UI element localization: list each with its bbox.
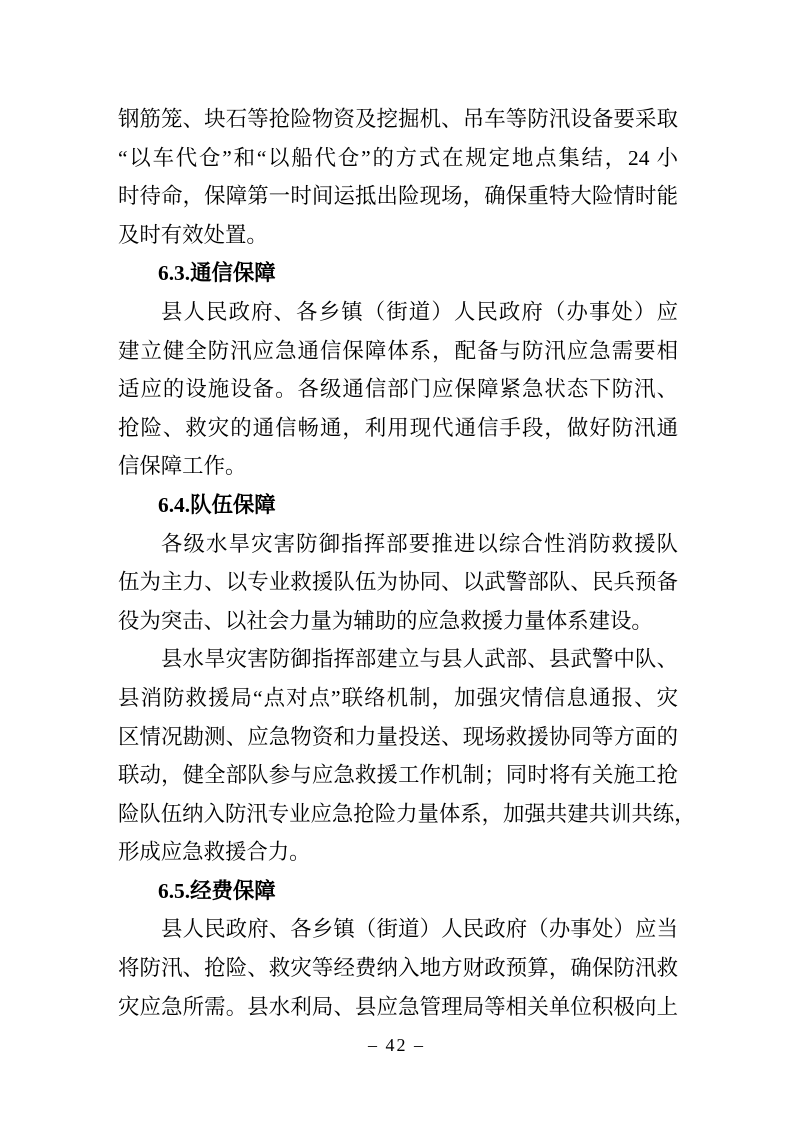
text-line: “以车代仓”和“以船代仓”的方式在规定地点集结，24 小 — [118, 145, 678, 170]
text-line: 适应的设施设备。各级通信部门应保障紧急状态下防汛、 — [118, 377, 678, 402]
text-line: 形成应急救援合力。 — [118, 840, 311, 865]
page-number: – 42 – — [368, 1035, 425, 1055]
text-line: 各级水旱灾害防御指挥部要推进以综合性消防救援队 — [161, 531, 678, 556]
text-line: 时待命，保障第一时间运抵出险现场，确保重特大险情时能 — [118, 184, 678, 209]
paragraph — [118, 293, 678, 486]
text-line: 及时有效处置。 — [118, 222, 268, 247]
paragraph — [118, 640, 696, 872]
section-heading-6-3: 6.3.通信保障 — [158, 261, 276, 286]
text-line: 建立健全防汛应急通信保障体系，配备与防汛应急需要相 — [118, 338, 678, 363]
text-line: 抢险、救灾的通信畅通，利用现代通信手段，做好防汛通 — [118, 415, 678, 440]
text-line: 钢筋笼、块石等抢险物资及挖掘机、吊车等防汛设备要采取 — [118, 107, 678, 131]
text-line: 县人民政府、各乡镇（街道）人民政府（办事处）应当 — [161, 917, 678, 942]
text-line: 县水旱灾害防御指挥部建立与县人武部、县武警中队、 — [161, 647, 678, 672]
page-footer — [0, 1033, 793, 1057]
text-line: 县消防救援局“点对点”联络机制，加强灾情信息通报、灾 — [118, 685, 678, 710]
text-line: 联动，健全部队参与应急救援工作机制；同时将有关施工抢 — [118, 763, 678, 788]
text-line: 险队伍纳入防汛专业应急抢险力量体系，加强共建共训共练， — [118, 801, 696, 826]
paragraph — [118, 525, 678, 641]
paragraph — [118, 100, 678, 254]
text-line: 灾应急所需。县水利局、县应急管理局等相关单位积极向上 — [118, 994, 678, 1019]
text-line: 区情况勘测、应急物资和力量投送、现场救援协同等方面的 — [118, 724, 678, 749]
section-heading-6-5: 6.5.经费保障 — [158, 878, 276, 903]
paragraph — [118, 910, 678, 1026]
text-line: 伍为主力、以专业救援队伍为协同、以武警部队、民兵预备 — [118, 570, 678, 595]
text-line: 县人民政府、各乡镇（街道）人民政府（办事处）应 — [161, 299, 678, 324]
text-line: 役为突击、以社会力量为辅助的应急救援力量体系建设。 — [118, 608, 653, 633]
document-content — [118, 100, 696, 1026]
text-line: 信保障工作。 — [118, 454, 247, 479]
text-line: 将防汛、抢险、救灾等经费纳入地方财政预算，确保防汛救 — [118, 956, 678, 981]
section-heading-6-4: 6.4.队伍保障 — [158, 492, 276, 517]
